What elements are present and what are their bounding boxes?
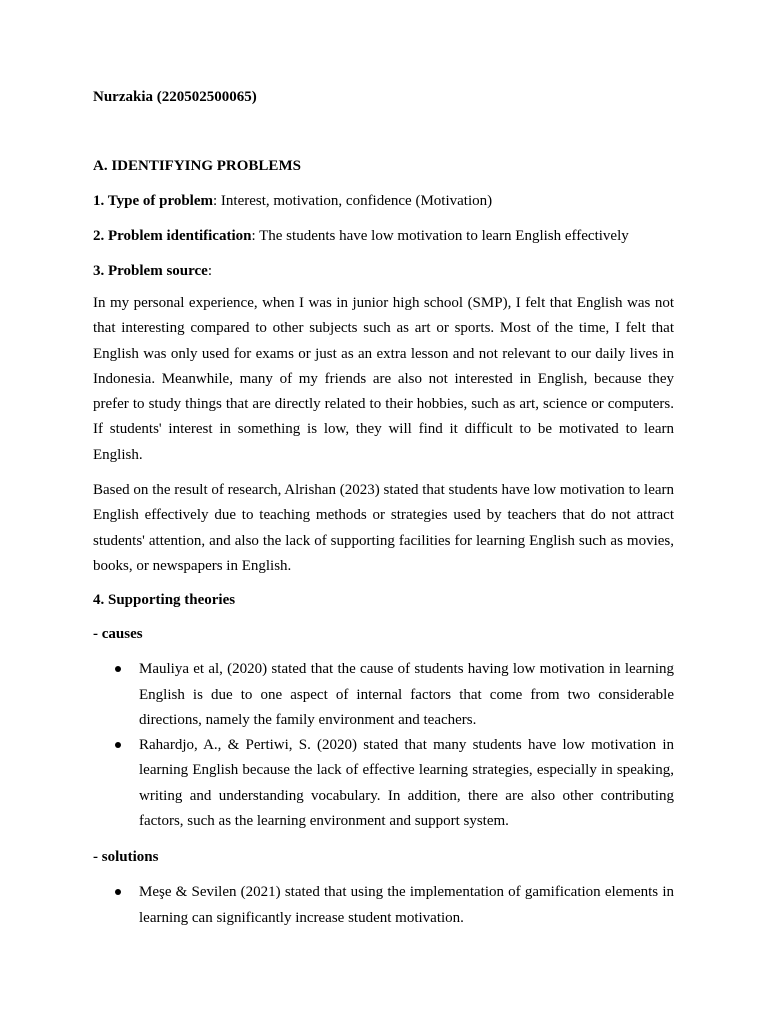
personal-experience-paragraph: In my personal experience, when I was in junior high school (SMP), I felt that English was not that interesting compared to other subjects such as art or sports. Most of the time, I felt that English was only used for exams or just as an extra lesson and not relevant to our daily lives in Indonesia. Meanwhile, many of my friends are also not interested in English, because they prefer to study things that are directly related to their hobbies, such as art, science or computers. If students' interest in something is low, they will find it difficult to be motivated to learn English.	[93, 295, 674, 463]
causes-list	[93, 657, 674, 834]
solutions-list	[93, 880, 674, 931]
section-title: A. IDENTIFYING PROBLEMS	[93, 158, 301, 174]
bullet-icon	[115, 889, 121, 895]
list-item-text: Mauliya et al, (2020) stated that the cause of students having low motivation in learning English is due to one aspect of internal factors that come from two considerable directions, namely the family environment and teachers.	[139, 661, 674, 728]
problem-identification	[93, 225, 674, 247]
list-item-text: Meşe & Sevilen (2021) stated that using the implementation of gamification elements in learning can significantly increase student motivation.	[139, 884, 674, 926]
list-item	[93, 733, 674, 834]
list-item	[93, 880, 674, 931]
list-item-text: Rahardjo, A., & Pertiwi, S. (2020) stated that many students have low motivation in learning English because the lack of effective learning strategies, especially in speaking, writing and understanding vocabulary. In addition, there are also other contributing factors, such as the learning environment and support system.	[139, 737, 674, 830]
problem-source	[93, 260, 674, 282]
type-of-problem	[93, 190, 674, 212]
type-of-problem-label: 1. Type of problem	[93, 193, 214, 209]
bullet-icon	[115, 742, 121, 748]
solutions-heading: - solutions	[93, 849, 159, 866]
document-page	[93, 86, 674, 931]
problem-source-label: 3. Problem source	[93, 263, 208, 279]
type-of-problem-text: : Interest, motivation, confidence (Motivation)	[213, 193, 493, 209]
list-item	[93, 657, 674, 733]
bullet-icon	[115, 666, 121, 672]
problem-source-text: :	[207, 263, 213, 279]
supporting-theories-heading: 4. Supporting theories	[93, 592, 236, 609]
problem-identification-label: 2. Problem identification	[93, 228, 252, 244]
problem-identification-text: : The students have low motivation to learn English effectively	[251, 228, 629, 244]
research-paragraph: Based on the result of research, Alrishan (2023) stated that students have low motivation to learn English effectively due to teaching methods or strategies used by teachers that do not attract students' attention, and also the lack of supporting facilities for learning English such as movies, books, or newspapers in English.	[93, 482, 674, 574]
author-line: Nurzakia (220502500065)	[93, 89, 257, 105]
causes-heading: - causes	[93, 626, 143, 643]
